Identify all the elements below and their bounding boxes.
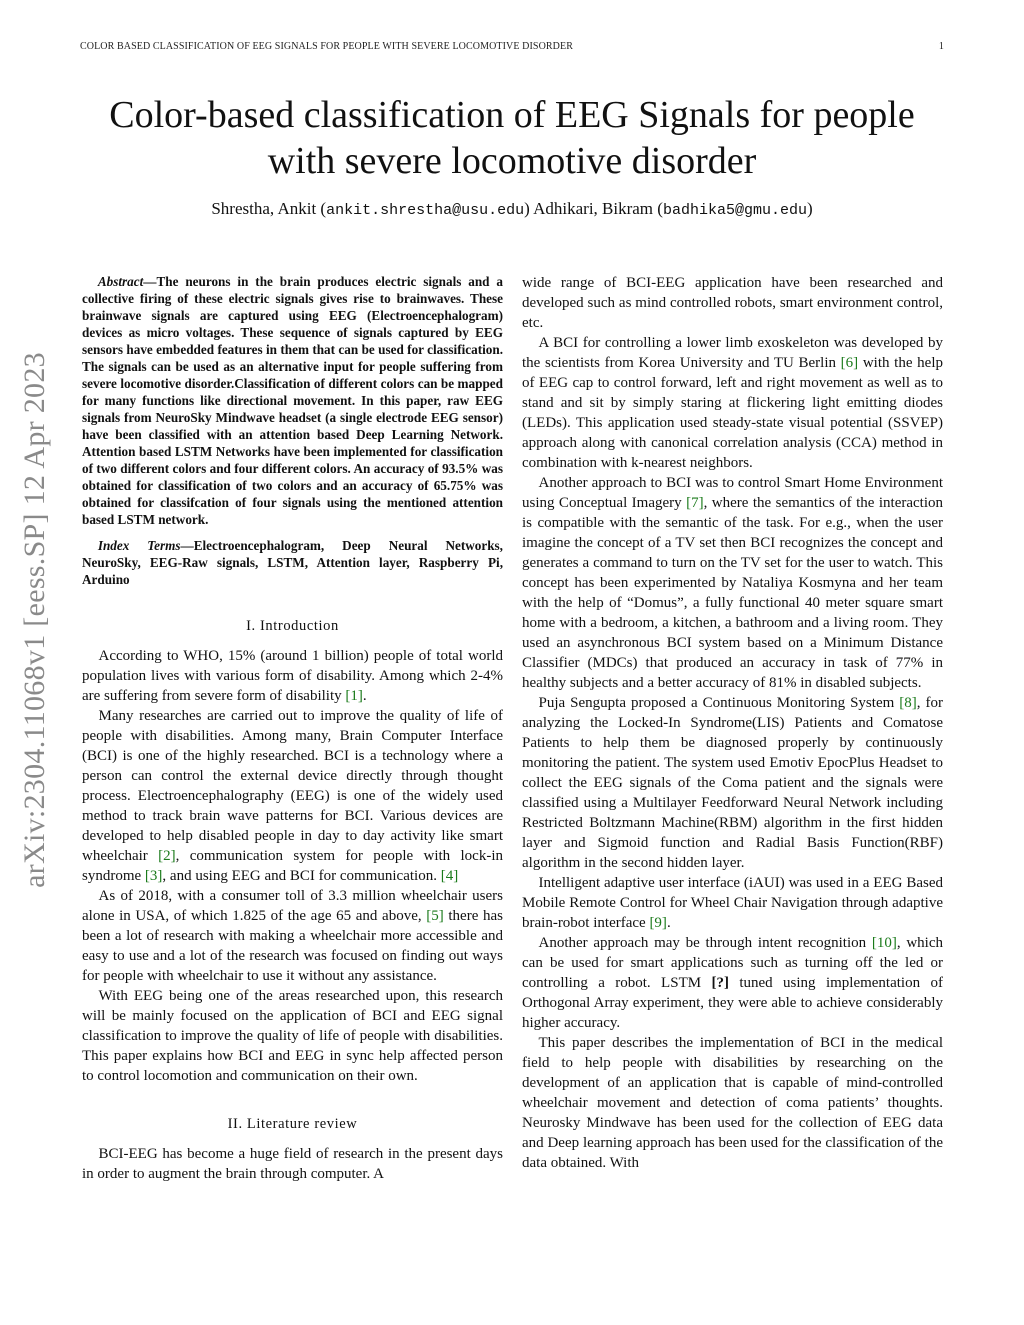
unresolved-citation: [?] (711, 975, 729, 991)
intro-paragraph-2 (82, 706, 503, 886)
author-1-name: Shrestha, Ankit ( (211, 199, 327, 218)
lit-paragraph-5 (522, 873, 943, 933)
text-run: , and using EEG and BCI for communication. (162, 868, 441, 884)
citation-link[interactable]: [8] (899, 695, 917, 711)
citation-link[interactable]: [1] (345, 688, 363, 704)
text-run: Many researches are carried out to improve the quality of life of people with disabilities. Among many, Brain Computer Interface (BCI) is one of the highly researched. BCI is a technology where a person can control the external device directly through thought process. Electroencephalography (EEG) is one of the widely used method to track brain wave patterns for BCI. Various devices are developed to help disabled people in day to day activity like smart wheelchair (82, 708, 503, 864)
running-title: COLOR BASED CLASSIFICATION OF EEG SIGNALS FOR PEOPLE WITH SEVERE LOCOMOTIVE DISORDER (80, 41, 573, 52)
index-terms (82, 537, 503, 588)
text-run: with the help of EEG cap to control forward, left and right movement as well as to stand and sit by simply staring at flickering light emitting diodes (LEDs). This application used steady-state visual potential (SSVEP) approach along with canonical correlation analysis (CCA) method in combination with k-nearest neighbors. (522, 355, 943, 471)
lit-paragraph-4 (522, 693, 943, 873)
citation-link[interactable]: [6] (840, 355, 859, 371)
citation-link[interactable]: [10] (871, 935, 897, 951)
abstract (82, 273, 503, 528)
index-terms-text: —Electroencephalogram, Deep Neural Networks, NeuroSky, EEG-Raw signals, LSTM, Attention layer, Raspberry Pi, Arduino (82, 538, 503, 587)
citation-link[interactable]: [2] (158, 848, 176, 864)
abstract-lead: Abstract (97, 274, 144, 289)
paper-title: Color-based classification of EEG Signals for people with severe locomotive disorder (109, 94, 915, 182)
text-run: . (666, 915, 671, 931)
text-run: there has been a lot of research with making a wheelchair more accessible and easy to use and a lot of the research was focused on finding out ways for people with wheelchair to use it without any assistance. (82, 908, 503, 984)
left-column (82, 273, 503, 1184)
lit-paragraph-7: This paper describes the implementation of BCI in the medical field to help people with disabilities by researching on the development of an application that is capable of mind-controlled wheelchair movement and detection of coma patients’ thoughts. Neurosky Mindwave has been used for the collection of EEG data and Deep learning approach has been used for the classification of the data obtained. With (522, 1035, 943, 1171)
index-terms-lead: Index Terms (97, 538, 181, 553)
text-run: , where the semantics of the interaction is compatible with the semantic of the task. For e.g., when the user imagine the concept of a TV set then BCI recognizes the concept and generates a command to turn on the TV set for the user to watch. This concept has been experimented by Nataliya Kosmyna and her team with the help of “Domus”, a fully functional 40 meter square smart home with a bedroom, a kitchen, a bathroom and a living room. They used an asynchronous BCI system based on a Minimum Distance Classifier (MDCs) that produced an accuracy in task of 77% in healthy subjects and a better accuracy of 81% in disabled subjects. (522, 495, 944, 691)
citation-link[interactable]: [5] (426, 908, 444, 924)
citation-link[interactable]: [7] (686, 495, 704, 511)
section-heading-introduction: I. Introduction (246, 618, 339, 634)
author-2-name: ) Adhikari, Bikram ( (524, 199, 663, 218)
text-run: , communication system for people with lock-in syndrome (82, 848, 504, 884)
arxiv-identifier: arXiv:2304.11068v1 [eess.SP] 12 Apr 2023 (18, 352, 51, 888)
author-2-email[interactable]: badhika5@gmu.edu (662, 202, 807, 219)
text-run: Puja Sengupta proposed a Continuous Monitoring System (538, 695, 900, 711)
author-line (80, 198, 944, 222)
text-run: , for analyzing the Locked-In Syndrome(LIS) Patients and Comatose Patients to help them be diagnosed properly by continuously monitoring the patient. The system used Emotiv EpocPlus Headset to collect the EEG signals of the Coma patient and the signals were classified using a Multilayer Feedforward Neural Network including Restricted Boltzmann Machine(RBM) algorithm in the first hidden layer and Sigmoid function and Radial Basis Function(RBF) algorithm in the second hidden layer. (522, 695, 943, 871)
lit-paragraph-2 (522, 333, 943, 473)
section-heading-literature-review: II. Literature review (227, 1116, 358, 1132)
text-run: , which can be used for smart applications such as turning off the led or controlling a robot. LSTM (522, 935, 943, 991)
intro-paragraph-1 (82, 646, 503, 706)
page-number: 1 (938, 41, 944, 52)
abstract-text: —The neurons in the brain produces electric signals and a collective firing of these electric signals gives rise to brainwaves. These brainwave signals are captured using EEG (Electroencephalogram) devices as micro voltages. These sequence of signals captured by EEG sensors have embedded features in them that can be used for classification. The signals can be used as an alternative input for people suffering from severe locomotive disorder.Classification of different colors can be mapped for many functions like directional movement. In this paper, raw EEG signals from NeuroSky Mindwave headset (a single electrode EEG sensor) have been classified with an attention based Deep Learning Network. Attention based LSTM Networks have been implemented for classification of two different colors and four different colors. An accuracy of 93.5% was obtained for classification of two colors and an accuracy of 65.75% was obtained for classifcation of four signals using the mentioned attention based LSTM network. (82, 274, 503, 527)
text-run: Another approach may be through intent recognition (538, 935, 872, 951)
text-run: . (362, 688, 367, 704)
right-column (522, 273, 943, 1173)
citation-link[interactable]: [4] (440, 868, 459, 884)
text-run: A BCI for controlling a lower limb exoskeleton was developed by the scientists from Korea University and TU Berlin (522, 335, 943, 371)
lit-paragraph-3 (522, 473, 943, 693)
text-run: As of 2018, with a consumer toll of 3.3 million wheelchair users alone in USA, of which 1.825 of the age 65 and above, (82, 888, 503, 924)
text-run: tuned using implementation of Orthogonal Array experiment, they were able to achieve considerably higher accuracy. (522, 975, 943, 1031)
text-run: According to WHO, 15% (around 1 billion) people of total world population lives with various form of disability. Among which 2-4% are suffering from severe form of disability (82, 648, 503, 704)
lit-paragraph-1: BCI-EEG has become a huge field of research in the present days in order to augment the brain through computer. A (82, 1146, 503, 1182)
author-line-close: ) (806, 199, 813, 218)
lit-paragraph-6 (522, 933, 943, 1033)
intro-paragraph-3 (82, 886, 503, 986)
citation-link[interactable]: [9] (649, 915, 667, 931)
author-1-email[interactable]: ankit.shrestha@usu.edu (326, 202, 525, 219)
text-run: Another approach to BCI was to control Smart Home Environment using Conceptual Imagery (522, 475, 943, 511)
text-run: Intelligent adaptive user interface (iAUI) was used in a EEG Based Mobile Remote Control for Wheel Chair Navigation through adaptive brain-robot interface (522, 875, 943, 931)
intro-paragraph-4: With EEG being one of the areas researched upon, this research will be mainly focused on the application of BCI and EEG signal classification to improve the quality of life of people with disabilities. This paper explains how BCI and EEG in sync help affected person to control locomotion and communication on their own. (82, 988, 503, 1084)
running-header (80, 41, 944, 55)
lit-paragraph-1-continued: wide range of BCI-EEG application have been researched and developed such as mind controlled robots, smart environment control, etc. (522, 275, 943, 331)
citation-link[interactable]: [3] (144, 868, 163, 884)
arxiv-stamp (10, 270, 60, 970)
